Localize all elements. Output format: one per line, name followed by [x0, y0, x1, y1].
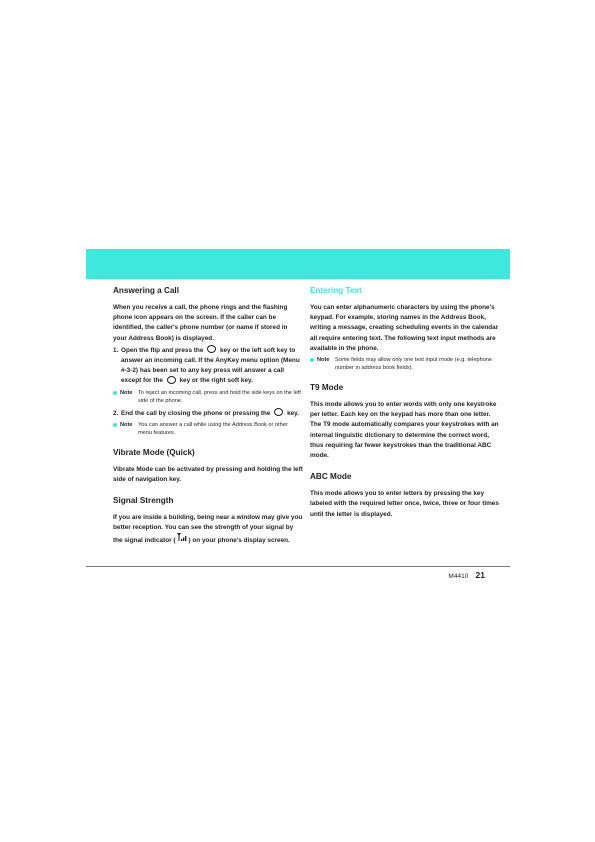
left-column: [113, 286, 303, 546]
end-key-icon: [167, 376, 176, 384]
entering-text-body: You can enter alphanumeric characters by using the phone's keypad. For example, storing names in the Address Book, writing a message, creating scheduling events in the calendar all require entering text. The following text input methods are available in the phone.: [310, 304, 499, 352]
right-column: [310, 286, 500, 520]
t9-mode-heading: T9 Mode: [310, 383, 344, 393]
signal-strength-heading: Signal Strength: [113, 496, 174, 506]
note-3: [310, 356, 500, 372]
note-2-label: Note: [120, 421, 133, 428]
signal-text-b: ) on your phone's display screen.: [188, 536, 290, 544]
step-1-number: 1.: [113, 346, 119, 354]
abc-mode-text: This mode allows you to enter letters by pressing the key labeled with the required letter once, twice, three or four times until the letter is displayed.: [310, 490, 499, 518]
note-1-text: To reject an incoming call, press and hold the side keys on the left side of the phone.: [138, 389, 301, 404]
header-band: [86, 249, 510, 279]
step-2: [113, 409, 303, 419]
t9-mode-text: This mode allows you to enter words with only one keystroke per letter. Each key on the keypad has more than one letter. The T9 mode automatically compares your keystrokes with an internal linguistic dictionary to determine the correct word, thus requiring far fewer keystrokes than the traditional ABC mode.: [310, 401, 499, 460]
step-1-text: [121, 346, 303, 387]
page-number: 21: [475, 570, 485, 580]
step-1: [113, 346, 303, 387]
note-1: [113, 389, 303, 405]
note-bullet-icon: [113, 391, 117, 395]
step-1-text-a: Open the flip and press the: [121, 346, 204, 354]
end-key-icon: [274, 408, 283, 416]
step-2-number: 2.: [113, 409, 119, 417]
send-key-icon: [207, 345, 216, 353]
answering-call-intro: When you receive a call, the phone rings and the flashing phone icon appears on the screen. If the caller can be identified, the caller's phone number (or name if stored in your Address Book) is displayed.: [113, 304, 288, 342]
note-3-text: Some fields may allow only one text input mode (e.g. telephone number in address book fields).: [335, 357, 493, 372]
step-2-text-b: key.: [287, 409, 300, 417]
step-2-text-a: End the call by closing the phone or pressing the: [121, 409, 271, 417]
step-2-text: [121, 409, 303, 419]
signal-strength-text: [113, 513, 303, 546]
signal-text-a: If you are inside a building, being near a window may give you better reception. You can see the strength of your signal by the signal indicator (: [113, 514, 303, 544]
note-2: [113, 421, 303, 437]
step-1-text-b: key or the left soft key to answer an incoming call. If the AnyKey menu option (Menu #-3-2) has been set to any key press will answer a call except for the: [121, 346, 300, 385]
note-bullet-icon: [113, 423, 117, 427]
entering-text-heading: Entering Text: [310, 286, 362, 295]
note-3-label: Note: [317, 357, 330, 364]
footer-divider: [86, 566, 510, 567]
vibrate-mode-heading: Vibrate Mode (Quick): [113, 447, 195, 457]
note-bullet-icon: [310, 358, 314, 362]
note-1-label: Note: [120, 389, 133, 396]
step-1-text-c: key or the right soft key.: [179, 377, 253, 385]
signal-indicator-icon: [177, 533, 188, 545]
page-footer: [448, 570, 485, 580]
vibrate-mode-text: Vibrate Mode can be activated by pressing and holding the left side of navigation key.: [113, 465, 303, 484]
note-2-text: You can answer a call while using the Address Book or other menu features.: [138, 421, 288, 436]
answering-call-heading: Answering a Call: [113, 286, 179, 295]
abc-mode-heading: ABC Mode: [310, 472, 352, 482]
model-number: M4410: [448, 573, 469, 580]
